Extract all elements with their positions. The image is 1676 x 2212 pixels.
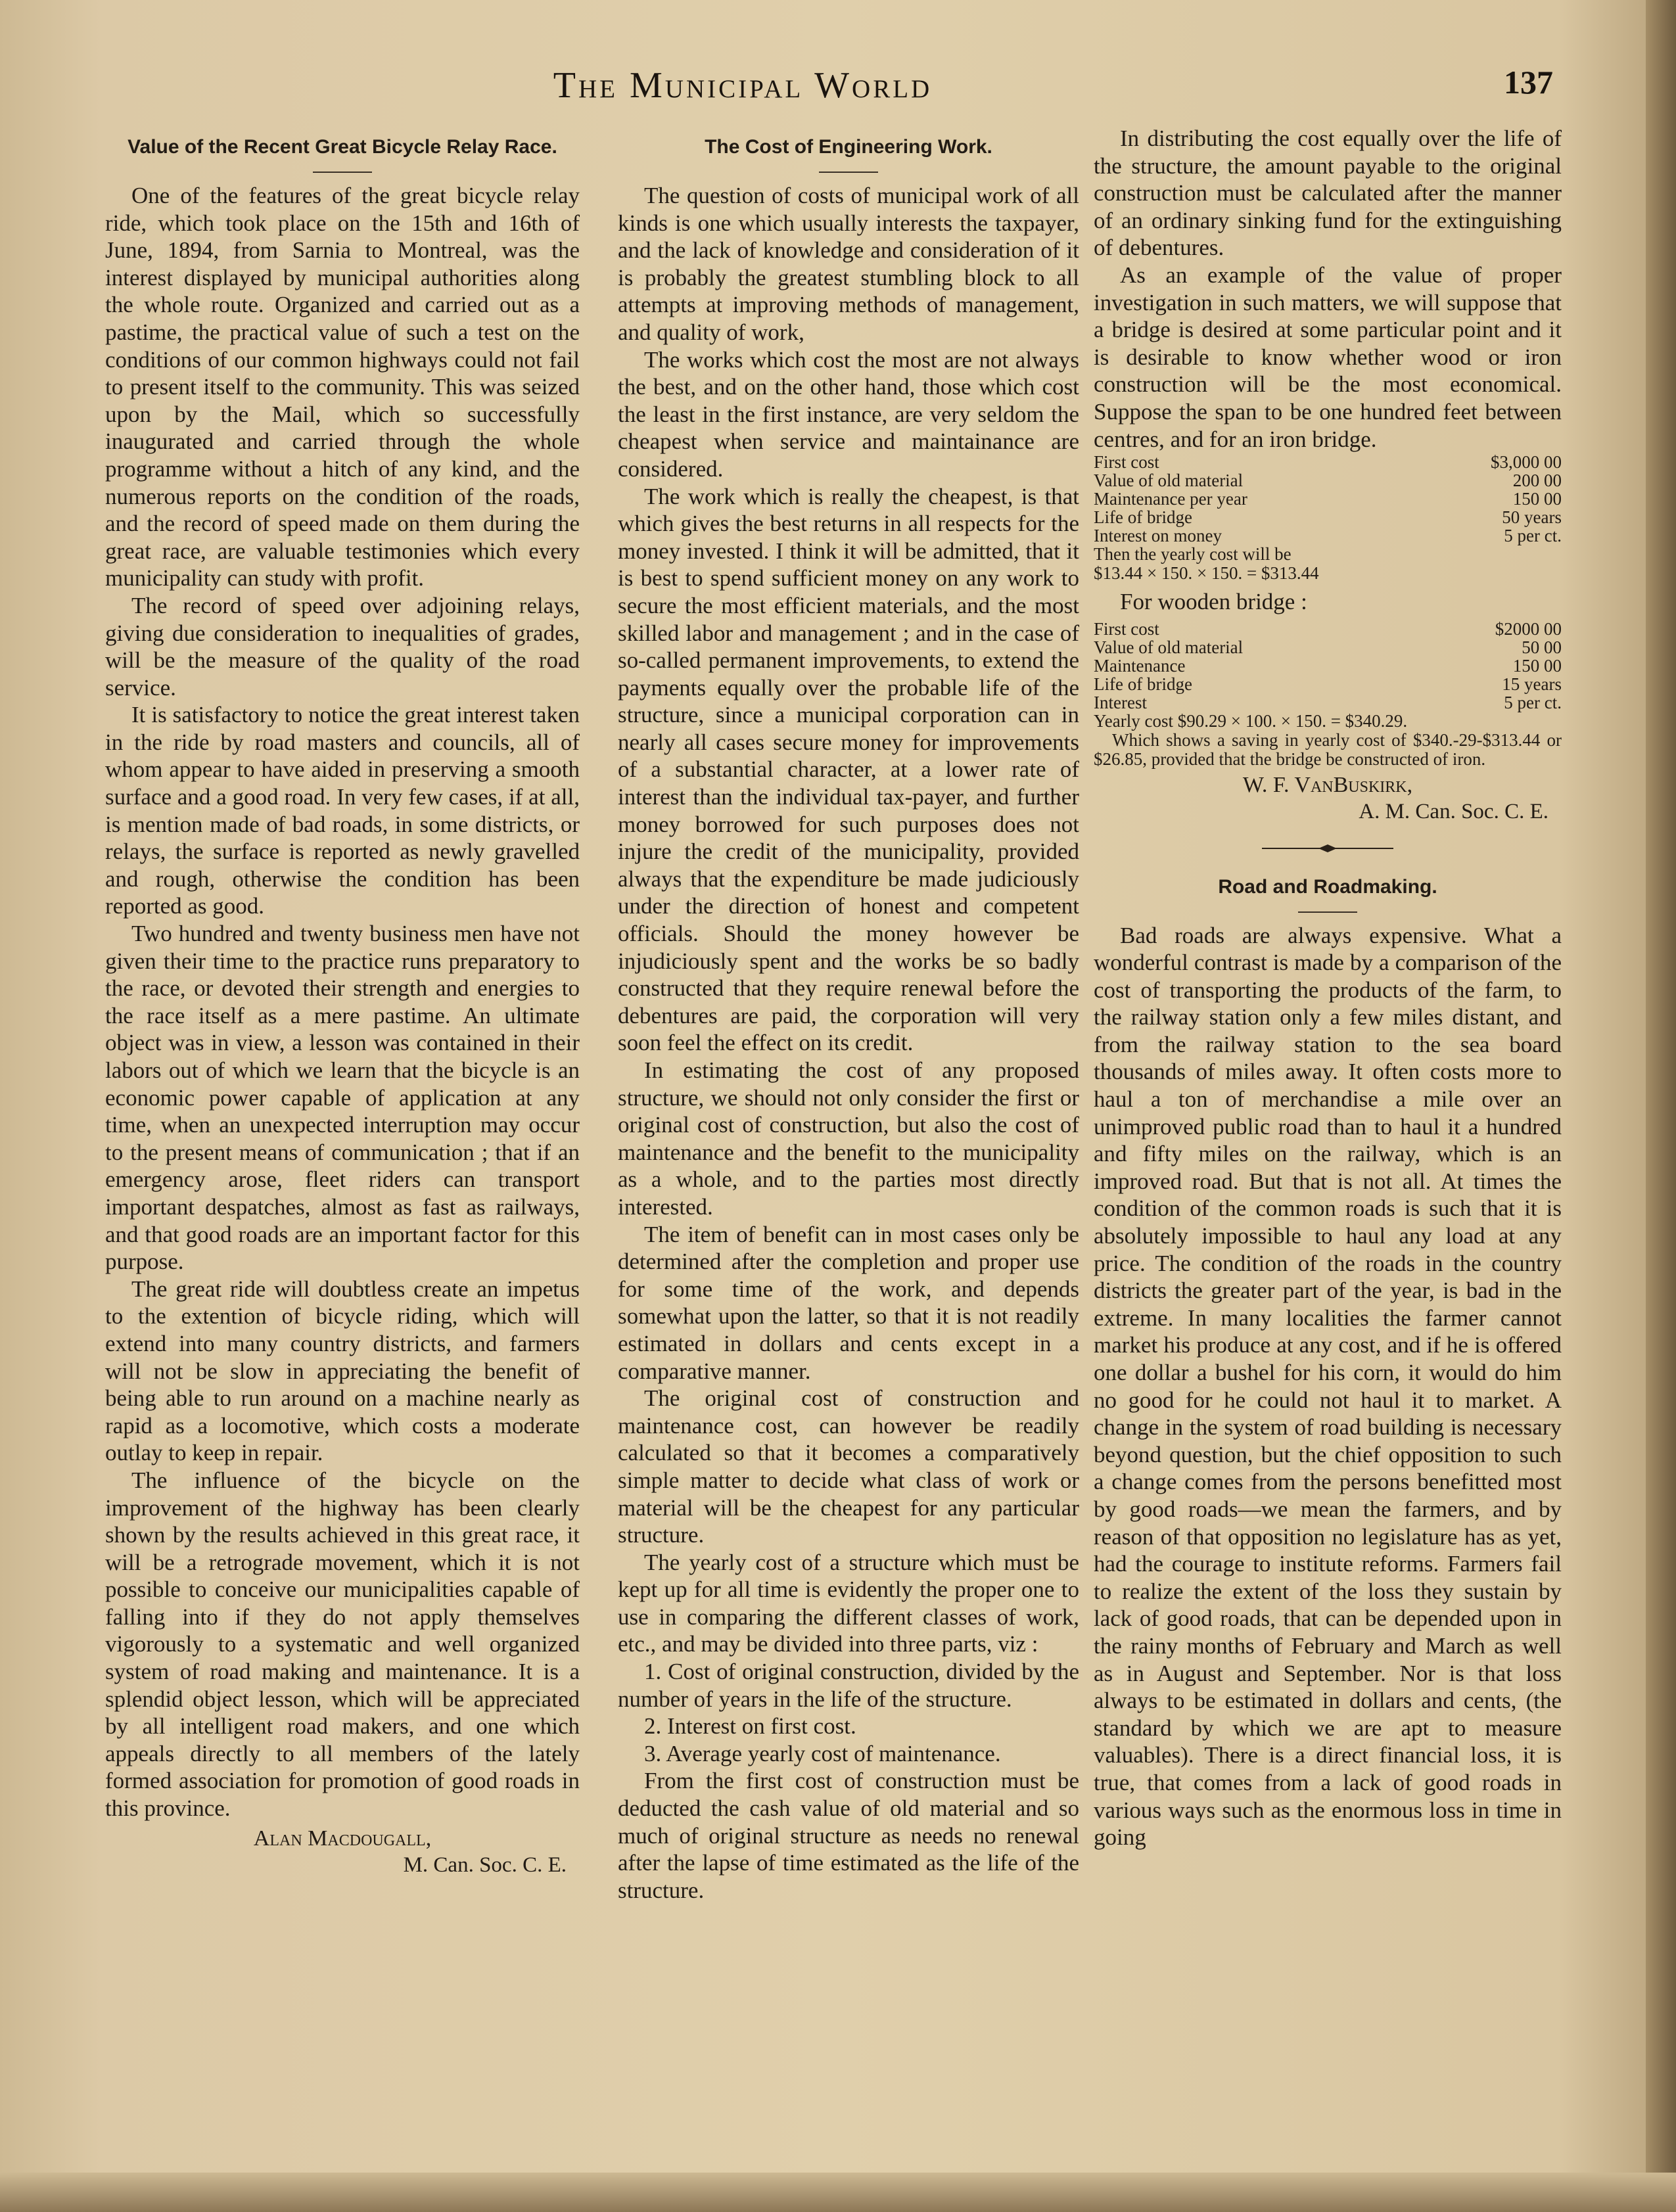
paragraph: The great ride will doubtless create an impetus to the extention of bicycle riding, which will extend into many country districts, and farmers will not be slow in appreciating the benefit of being able to run around on a machine nearly as rapid as a locomotive, which costs a moderate outlay to keep in repair. (105, 1276, 580, 1466)
paragraph: The yearly cost of a structure which must be kept up for all time is evidently the proper one to use in comparing the different classes of work, etc., and may be divided into three parts, viz : (618, 1549, 1079, 1657)
running-header: The Municipal World (553, 65, 933, 106)
paragraph: Bad roads are always expensive. What a wonderful contrast is made by a comparison of the cost of transporting the products of the farm, to the railway station only a few miles distant, and from the railway station to the sea board thousands of miles away. It often costs more to haul a ton of merchandise a mile over an unimproved public road than to haul it a hundred and fifty miles on the railway, which is an improved road. But that is not all. At times the condition of the common roads is such that it is absolutely impossible to haul any load at any price. The condition of the roads in the country districts the greater part of the year, is bad in the extreme. In many localities the farmer cannot market his produce at any cost, and if he is offered one dollar a bushel for his corn, it would do him no good for he could not haul it to market. A change in the system of road building is necessary beyond question, but the chief opposition to such a change comes from the persons benefitted most by good roads—we mean the farmers, and by reason of that opposition no legislature has as yet, had the courage to institute reforms. Farmers fail to realize the extent of the loss they sustain by lack of good roads, that can be depended upon in the rainy months of February and March as well as in August and September. Nor is that loss always to be estimated in dollars and cents, (the standard by which we are apt to measure valuables). There is a direct financial loss, it is true, that comes from a lack of good roads in various ways such as the enormous loss in time in going (1094, 922, 1562, 1851)
cost-value: 15 years (1502, 674, 1562, 694)
table-row (1094, 638, 1562, 657)
iron-yearly-cost-note: Then the yearly cost will be (1094, 544, 1292, 565)
table-row (1094, 620, 1562, 638)
paragraph: The work which is really the cheapest, is that which gives the best returns in all respects for the money invested. I think it will be admitted, that it is best to spend sufficient money on any work to secure the most efficient materials, and the most skilled labor and management ; and in the case of so-called permanent improvements, to extend the payments equally over the probable life of the structure, since a municipal corporation can in nearly all cases secure money for improvements of a substantial character, at a lower rate of interest than the individual tax-payer, and further money borrowed for such purposes does not injure the credit of the municipality, provided always that the expenditure be made judiciously under the direction of honest and competent officials. Should the money however be injudiciously spent and the works be so badly constructed that they require renewal before the debentures are paid, the corporation will very soon feel the effect on its credit. (618, 483, 1079, 1056)
cost-value: 5 per ct. (1504, 692, 1562, 712)
cost-value: $3,000 00 (1491, 452, 1562, 472)
cost-value: 150 00 (1512, 655, 1562, 676)
section-divider-ornament (1094, 835, 1562, 863)
iron-yearly-cost-formula: $13.44 × 150. × 150. = $313.44 (1094, 563, 1319, 584)
list-item: 1. Cost of original construction, divided by the number of years in the life of the structure. (618, 1659, 1079, 1712)
article-body-bicycle-relay (105, 182, 580, 1822)
cost-value: $2000 00 (1495, 618, 1562, 639)
cost-label: Maintenance per year (1094, 489, 1247, 509)
article-title-engineering-cost: The Cost of Engineering Work. (705, 136, 992, 158)
column-1 (105, 135, 580, 1879)
paragraph: The original cost of construction and maintenance cost, can however be readily calculated so that it becomes a comparatively simple matter to decide what class of work or material will be the cheapest for any particular structure. (618, 1385, 1079, 1548)
cost-label: Value of old material (1094, 471, 1244, 491)
paragraph: The item of benefit can in most cases only be determined after the completion and proper use for some time of the work, and depends somewhat upon the latter, so that it is not readily estimated in dollars and cents except in a comparative manner. (618, 1221, 1079, 1384)
iron-bridge-cost-table (1094, 453, 1562, 545)
article-body-engineering-cost (618, 182, 1079, 1904)
paragraph: In estimating the cost of any proposed structure, we should not only consider the first or original cost of construction, but also the cost of maintenance and the benefit to the municipality as a whole, and to the parties most directly interested. (618, 1057, 1079, 1220)
table-row (1094, 490, 1562, 508)
table-row (1094, 508, 1562, 526)
table-row (1094, 657, 1562, 675)
cost-value: 50 years (1502, 507, 1562, 528)
list-item: 3. Average yearly cost of maintenance. (644, 1740, 1001, 1766)
paragraph: From the first cost of construction must be deducted the cash value of old material and so much of original structure as needs no renewal after the lapse of time estimated as the life of the structure. (618, 1768, 1079, 1903)
cost-label: First cost (1094, 452, 1159, 472)
cost-label: Life of bridge (1094, 674, 1192, 694)
paragraph: The record of speed over adjoining relays, giving due consideration to inequalities of grades, will be the measure of the quality of the road service. (105, 592, 580, 701)
paragraph: In distributing the cost equally over the life of the structure, the amount payable to the original construction must be calculated after the manner of an ordinary sinking fund for the extinguishing of debentures. (1094, 126, 1562, 261)
cost-label: First cost (1094, 618, 1159, 639)
title-rule (313, 172, 372, 173)
paragraph: It is satisfactory to notice the great interest taken in the ride by road masters and councils, all of whom appear to have aided in preserving a smooth surface and a good road. In very few cases, if at all, is mention made of bad roads, in some districts, or relays, the surface is reported as newly gravelled and rough, otherwise the condition has been reported as good. (105, 702, 580, 919)
cost-label: Life of bridge (1094, 507, 1192, 528)
cost-value: 5 per ct. (1504, 526, 1562, 546)
cost-label: Interest (1094, 692, 1147, 712)
page-edge-bottom (0, 2173, 1676, 2212)
list-item: 2. Interest on first cost. (644, 1713, 856, 1740)
paragraph: The influence of the bicycle on the improvement of the highway has been clearly shown by the results achieved in this great race, it will be a retrograde movement, which it is not possible to conceive our municipalities capable of falling into if they do not apply themselves vigorously to a systematic and well organized system of road making and maintenance. It is a splendid object lesson, which will be appreciated by all intelligent road makers, and one which appeals directly to all members of the lately formed association for promotion of good roads in this province. (105, 1467, 580, 1822)
paragraph: One of the features of the great bicycle relay ride, which took place on the 15th and 16th of June, 1894, from Sarnia to Montreal, was the interest displayed by municipal authorities along the whole route. Organized and carried out as a pastime, the practical value of such a test on the conditions of our common highways could not fail to present itself to the community. This was seized upon by the Mail, which so successfully inaugurated and carried through the whole programme without a hitch of any kind, and the numerous reports on the condition of the roads, and the record of speed made on them during the great race, are valuable testimonies which every municipality can study with profit. (105, 183, 580, 591)
wood-yearly-cost-formula: Yearly cost $90.29 × 100. × 150. = $340.29. (1094, 710, 1408, 731)
wooden-bridge-cost-table (1094, 620, 1562, 712)
author-name: Alan Macdougall, (253, 1826, 432, 1851)
title-rule (819, 172, 878, 173)
cost-label: Maintenance (1094, 655, 1186, 676)
wooden-bridge-heading: For wooden bridge : (1120, 589, 1307, 615)
article-title-road-making: Road and Roadmaking. (1218, 875, 1437, 898)
paragraph: Two hundred and twenty business men have not given their time to the practice runs preparatory to the race, or devoted their strength and energies to the race itself as a mere pastime. An ultimate object was in view, a lesson was contained in their labors out of which we learn that the bicycle is an economic power capable of application at any time, when an unexpected interruption may occur to the present means of communication ; that if an emergency arose, fleet riders can transport important despatches, almost as fast as railways, and that good roads are an important factor for this purpose. (105, 921, 580, 1275)
cost-value: 200 00 (1512, 471, 1562, 491)
author-name: W. F. VanBuskirk, (1242, 772, 1413, 797)
table-row (1094, 693, 1562, 712)
page-number: 137 (1504, 64, 1553, 101)
saving-note: Which shows a saving in yearly cost of $340.-29-$313.44 or $26.85, provided that the bridge be constructed of iron. (1094, 729, 1562, 769)
column-2 (618, 135, 1079, 1904)
author-affiliation: A. M. Can. Soc. C. E. (1359, 800, 1548, 824)
paragraph: The works which cost the most are not always the best, and on the other hand, those which cost the least in the first instance, are very seldom the cheapest when service and maintainance are considered. (618, 346, 1079, 482)
cost-label: Value of old material (1094, 637, 1244, 657)
page-edge-right (1646, 0, 1676, 2212)
divider-ornament-icon (1262, 844, 1393, 853)
title-rule (1298, 911, 1357, 913)
author-affiliation: M. Can. Soc. C. E. (403, 1853, 567, 1878)
article-title-bicycle-relay: Value of the Recent Great Bicycle Relay Race. (128, 136, 557, 158)
column-3 (1094, 125, 1562, 1851)
paragraph: The question of costs of municipal work of all kinds is one which usually interests the taxpayer, and the lack of knowledge and consideration of it is probably the greatest stumbling block to all attempts at improving methods of management, and quality of work, (618, 183, 1079, 345)
cost-label: Interest on money (1094, 526, 1222, 546)
table-row (1094, 471, 1562, 490)
paragraph: As an example of the value of proper investigation in such matters, we will suppose that a bridge is desired at some particular point and it is desirable to know whether wood or iron construction will be the most economical. Suppose the span to be one hundred feet between centres, and for an iron bridge. (1094, 262, 1562, 452)
table-row (1094, 675, 1562, 693)
table-row (1094, 453, 1562, 471)
cost-value: 50 00 (1522, 637, 1562, 657)
cost-value: 150 00 (1512, 489, 1562, 509)
table-row (1094, 526, 1562, 545)
